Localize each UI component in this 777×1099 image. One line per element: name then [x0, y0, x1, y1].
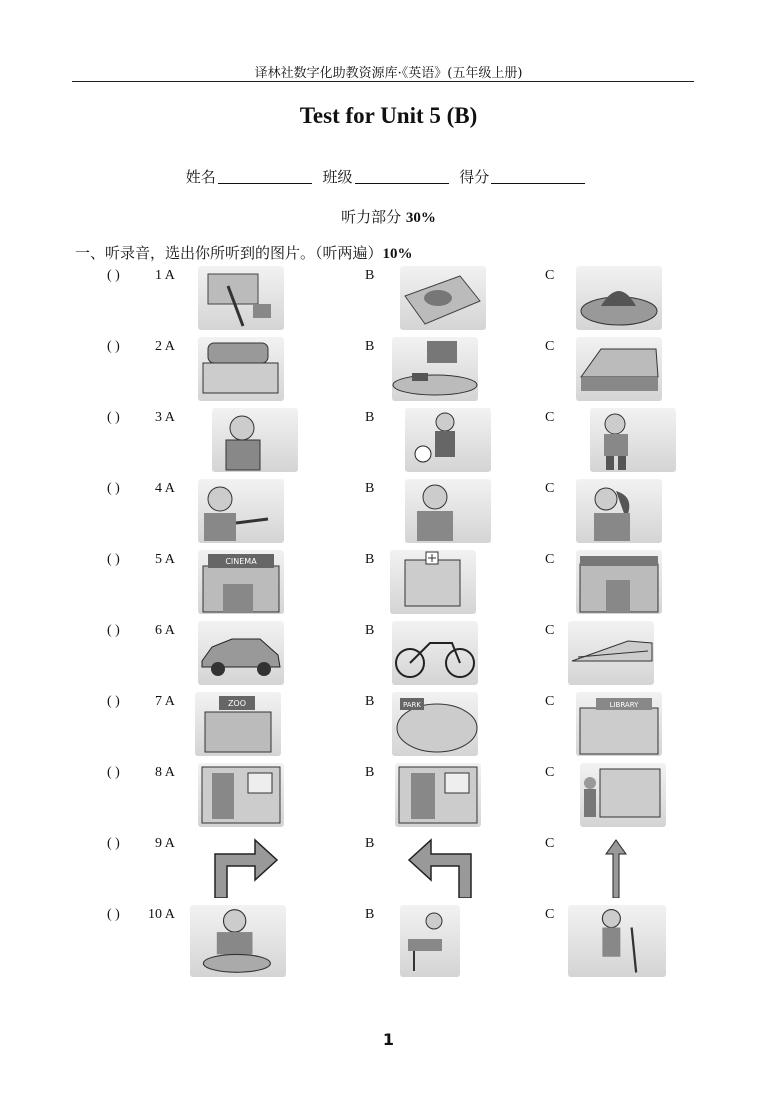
- car-picture[interactable]: [198, 621, 284, 685]
- option-b-label: B: [365, 694, 375, 709]
- score-label: 得分: [459, 168, 490, 186]
- washing-car-picture[interactable]: [576, 337, 662, 401]
- answer-parentheses[interactable]: ( ): [107, 765, 120, 780]
- option-b-label: B: [365, 481, 375, 496]
- question-instruction: [75, 242, 413, 263]
- option-b-label: B: [365, 907, 375, 922]
- shop-picture[interactable]: [576, 550, 662, 614]
- sick-boy-picture[interactable]: [590, 408, 676, 472]
- question-number: 3 A: [155, 410, 175, 425]
- answer-parentheses[interactable]: ( ): [107, 694, 120, 709]
- getting-off-train-picture[interactable]: [198, 763, 284, 827]
- option-c-label: C: [545, 268, 555, 283]
- making-bed-picture[interactable]: [198, 337, 284, 401]
- go-straight-arrow-icon[interactable]: [576, 834, 662, 898]
- cleaning-window-picture[interactable]: [198, 266, 284, 330]
- section-percent: 30%: [405, 210, 436, 226]
- answer-parentheses[interactable]: ( ): [107, 481, 120, 496]
- test-title: Test for Unit 5 (B): [299, 103, 478, 128]
- option-b-label: B: [365, 836, 375, 851]
- question-row: [0, 479, 777, 549]
- question-row: [0, 692, 777, 762]
- class-label: 班级: [322, 168, 353, 186]
- park-sign: PARK: [402, 701, 422, 709]
- bus-stop-picture[interactable]: [580, 763, 666, 827]
- option-b-label: B: [365, 410, 375, 425]
- answer-parentheses[interactable]: ( ): [107, 410, 120, 425]
- turn-right-arrow-icon[interactable]: [205, 834, 291, 898]
- option-c-label: C: [545, 765, 555, 780]
- question-row: [0, 408, 777, 478]
- answer-parentheses[interactable]: ( ): [107, 268, 120, 283]
- class-blank[interactable]: [355, 169, 449, 184]
- washing-dishes-picture[interactable]: [190, 905, 286, 977]
- cleaning-table-picture[interactable]: [400, 266, 486, 330]
- page-number: 1: [382, 1030, 395, 1049]
- question-row: [0, 266, 777, 336]
- answer-parentheses[interactable]: ( ): [107, 836, 120, 851]
- question-number: 9 A: [155, 836, 175, 851]
- bicycle-picture[interactable]: [392, 621, 478, 685]
- wiping-desk-picture[interactable]: [392, 337, 478, 401]
- zoo-sign: ZOO: [227, 699, 247, 708]
- question-number: 10 A: [148, 907, 175, 922]
- name-label: 姓名: [185, 168, 216, 186]
- option-b-label: B: [365, 623, 375, 638]
- section-name: 听力部分: [341, 208, 402, 226]
- option-c-label: C: [545, 907, 555, 922]
- question-number: 2 A: [155, 339, 175, 354]
- girl-drinking-picture[interactable]: [576, 479, 662, 543]
- question-number: 8 A: [155, 765, 175, 780]
- train-picture[interactable]: [568, 621, 654, 685]
- cinema-sign: CINEMA: [225, 557, 257, 566]
- football-player-picture[interactable]: [405, 408, 491, 472]
- question-number: 6 A: [155, 623, 175, 638]
- option-b-label: B: [365, 765, 375, 780]
- question-row: [0, 337, 777, 407]
- question-number: 5 A: [155, 552, 175, 567]
- answer-parentheses[interactable]: ( ): [107, 339, 120, 354]
- worried-man-picture[interactable]: [212, 408, 298, 472]
- question-row: [0, 763, 777, 833]
- option-c-label: C: [545, 836, 555, 851]
- sweeping-floor-picture[interactable]: [568, 905, 666, 977]
- turn-left-arrow-icon[interactable]: [395, 834, 481, 898]
- option-c-label: C: [545, 694, 555, 709]
- question-row: [0, 905, 777, 975]
- park-picture[interactable]: [392, 692, 478, 756]
- question-number: 7 A: [155, 694, 175, 709]
- header-rule: [72, 81, 694, 82]
- answer-parentheses[interactable]: ( ): [107, 907, 120, 922]
- library-sign: LIBRARY: [609, 701, 639, 709]
- section-label: [0, 206, 777, 227]
- question-points: 10%: [382, 246, 413, 262]
- question-row: [0, 834, 777, 904]
- question-number: 1 A: [155, 268, 175, 283]
- cinema-picture[interactable]: [198, 550, 284, 614]
- option-c-label: C: [545, 623, 555, 638]
- library-picture[interactable]: [576, 692, 662, 756]
- getting-on-train-picture[interactable]: [395, 763, 481, 827]
- question-row: [0, 621, 777, 691]
- option-b-label: B: [365, 339, 375, 354]
- answer-parentheses[interactable]: ( ): [107, 623, 120, 638]
- name-blank[interactable]: [218, 169, 312, 184]
- page-header: 译林社数字化助教资源库·《英语》(五年级上册): [254, 66, 523, 81]
- question-row: [0, 550, 777, 620]
- boy-feeding-fish-picture[interactable]: [198, 479, 284, 543]
- student-info-line: [0, 166, 777, 187]
- option-b-label: B: [365, 552, 375, 567]
- answer-parentheses[interactable]: ( ): [107, 552, 120, 567]
- option-c-label: C: [545, 410, 555, 425]
- option-c-label: C: [545, 339, 555, 354]
- washing-clothes-picture[interactable]: [576, 266, 662, 330]
- option-b-label: B: [365, 268, 375, 283]
- option-c-label: C: [545, 552, 555, 567]
- question-number: 4 A: [155, 481, 175, 496]
- option-c-label: C: [545, 481, 555, 496]
- hospital-picture[interactable]: [390, 550, 476, 614]
- question-text: 一、听录音，选出你所听到的图片。（听两遍）: [75, 244, 383, 262]
- score-blank[interactable]: [491, 169, 585, 184]
- man-brushing-teeth-picture[interactable]: [405, 479, 491, 543]
- cooking-picture[interactable]: [400, 905, 460, 977]
- zoo-picture[interactable]: [195, 692, 281, 756]
